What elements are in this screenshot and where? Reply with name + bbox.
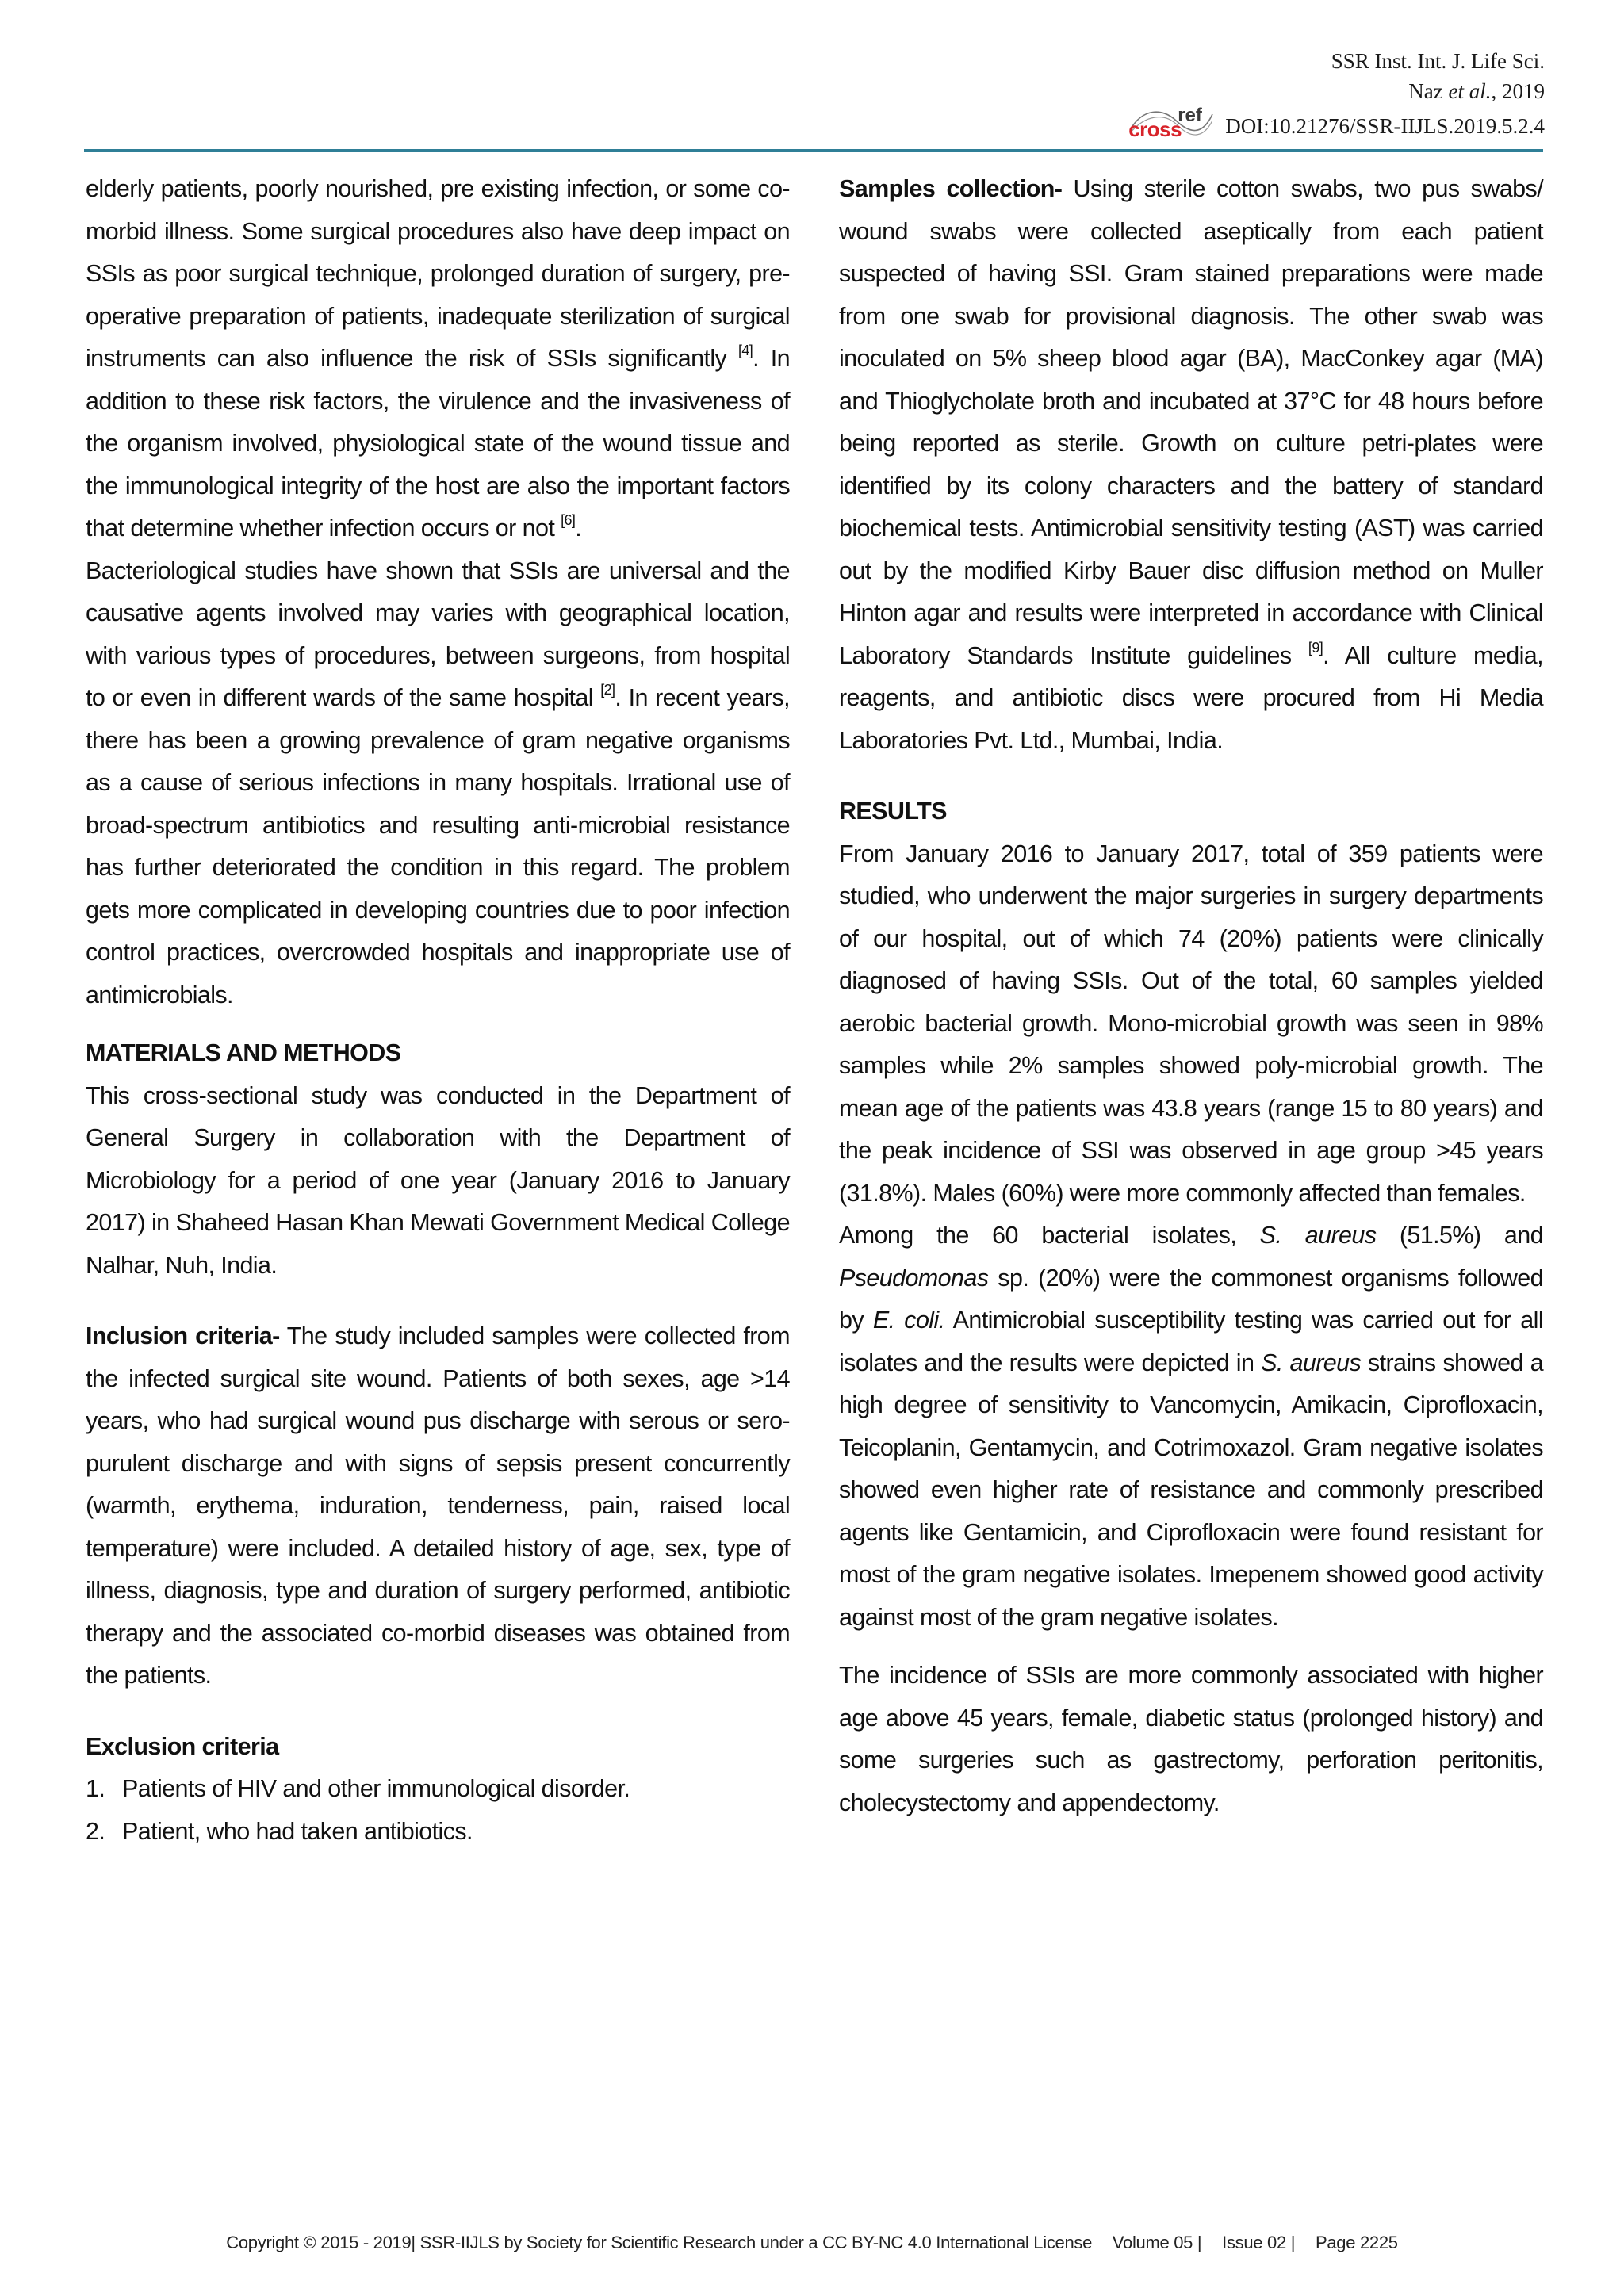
results-paragraph-3: The incidence of SSIs are more commonly associated with higher age above 45 years, female, diabetic status (prolonged history) and some surgeries such as gastrectomy, perforation peritonitis, cholecystectomy and appendectomy.: [839, 1662, 1543, 1816]
methods-paragraph: This cross-sectional study was conducted in the Department of General Surgery in collaboration with the Department of Microbiology for a period of one year (January 2016 to January 2017) in Shaheed Hasan Khan Mewati Government Medical College Nalhar, Nuh, India.: [86, 1081, 790, 1279]
issue-label: Issue 02 |: [1222, 2233, 1296, 2252]
doi-link[interactable]: DOI:10.21276/SSR-IIJLS.2019.5.2.4: [1225, 114, 1545, 138]
author-citation: Naz et al., 2019: [1408, 79, 1545, 103]
citation-ref[interactable]: [9]: [1308, 639, 1323, 656]
exclusion-criteria-heading: Exclusion criteria: [86, 1732, 279, 1760]
samples-collection-paragraph: Samples collection- Using sterile cotton swabs, two pus swabs/ wound swabs were collected aseptically from each patient suspected of having SSI. Gram stained preparations were made from one swab for provisional diagnosis. The other swab was inoculated on 5% sheep blood agar (BA), MacConkey agar (MA) and Thioglycholate broth and incubated at 37°C for 48 hours before being reported as sterile. Growth on culture petri-plates were identified by its colony characters and the battery of standard biochemical tests. Antimicrobial sensitivity testing (AST) was carried out by the modified Kirby Bauer disc diffusion method on Muller Hinton agar and results were interpreted in accordance with Clinical Laboratory Standards Institute guidelines [9]. All culture media, reagents, and antibiotic discs were procured from Hi Media Laboratories Pvt. Ltd., Mumbai, India.: [839, 175, 1543, 754]
header-divider: [84, 149, 1543, 152]
volume-label: Volume 05 |: [1112, 2233, 1202, 2252]
inclusion-label: Inclusion criteria-: [86, 1322, 280, 1349]
intro-paragraph-1: elderly patients, poorly nourished, pre existing infection, or some co-morbid illness. Some surgical procedures also have deep impact on SSIs as poor surgical technique, prolonged duration of surgery, pre-operative preparation of patients, inadequate sterilization of surgical instruments can also influence the risk of SSIs significantly [4]. In addition to these risk factors, the virulence and the invasiveness of the organism involved, physiological state of the wound tissue and the immunological integrity of the host are also the important factors that determine whether infection occurs or not [6].: [86, 175, 790, 541]
exclusion-list: [86, 1768, 790, 1853]
list-item: 1. Patients of HIV and other immunological disorder.: [86, 1775, 630, 1802]
section-heading-methods: MATERIALS AND METHODS: [86, 1039, 401, 1066]
inclusion-criteria-paragraph: Inclusion criteria- The study included samples were collected from the infected surgical site wound. Patients of both sexes, age >14 years, who had surgical wound pus discharge with serous or sero-purulent discharge and with signs of sepsis present concurrently (warmth, erythema, induration, tenderness, pain, raised local temperature) were included. A detailed history of age, sex, type of illness, diagnosis, type and duration of surgery performed, antibiotic therapy and the associated co-morbid diseases was obtained from the patients.: [86, 1322, 790, 1689]
samples-label: Samples collection-: [839, 175, 1063, 202]
right-column: [839, 168, 1543, 1824]
left-column: [86, 168, 790, 1853]
intro-paragraph-2: Bacteriological studies have shown that SSIs are universal and the causative agents involved may varies with geographical location, with various types of procedures, between surgeons, from hospital to or even in different wards of the same hospital [2]. In recent years, there has been a growing prevalence of gram negative organisms as a cause of serious infections in many hospitals. Irrational use of broad-spectrum antibiotics and resulting anti-microbial resistance has further deteriorated the condition in this regard. The problem gets more complicated in developing countries due to poor infection control practices, overcrowded hospitals and inappropriate use of antimicrobials.: [86, 557, 790, 1008]
journal-name: SSR Inst. Int. J. Life Sci.: [1331, 49, 1545, 73]
running-header: [1127, 46, 1545, 141]
list-item: 2. Patient, who had taken antibiotics.: [86, 1817, 473, 1845]
copyright-notice: Copyright © 2015 - 2019| SSR-IIJLS by Society for Scientific Research under a CC BY-NC 4.0 International License: [226, 2233, 1093, 2252]
page-number: Page 2225: [1315, 2233, 1398, 2252]
citation-ref[interactable]: [2]: [600, 682, 615, 698]
citation-ref[interactable]: [4]: [737, 342, 753, 358]
page-footer: [0, 2233, 1624, 2253]
results-paragraph-2: Among the 60 bacterial isolates, S. aureus (51.5%) and Pseudomonas sp. (20%) were the commonest organisms followed by E. coli. Antimicrobial susceptibility testing was carried out for all isolates and the results were depicted in S. aureus strains showed a high degree of sensitivity to Vancomycin, Amikacin, Ciprofloxacin, Teicoplanin, Gentamycin, and Cotrimoxazol. Gram negative isolates showed even higher rate of resistance and commonly prescribed agents like Gentamicin, and Ciprofloxacin were found resistant for most of the gram negative isolates. Imepenem showed good activity against most of the gram negative isolates.: [839, 1222, 1543, 1631]
results-paragraph-1: From January 2016 to January 2017, total of 359 patients were studied, who underwent the major surgeries in surgery departments of our hospital, out of which 74 (20%) patients were clinically diagnosed of having SSIs. Out of the total, 60 samples yielded aerobic bacterial growth. Mono-microbial growth was seen in 98% samples while 2% samples showed poly-microbial growth. The mean age of the patients was 43.8 years (range 15 to 80 years) and the peak incidence of SSI was observed in age group >45 years (31.8%). Males (60%) were more commonly affected than females.: [839, 840, 1543, 1207]
crossref-logo-icon: cross ref: [1127, 106, 1216, 141]
section-heading-results: RESULTS: [839, 798, 947, 825]
citation-ref[interactable]: [6]: [561, 512, 576, 528]
